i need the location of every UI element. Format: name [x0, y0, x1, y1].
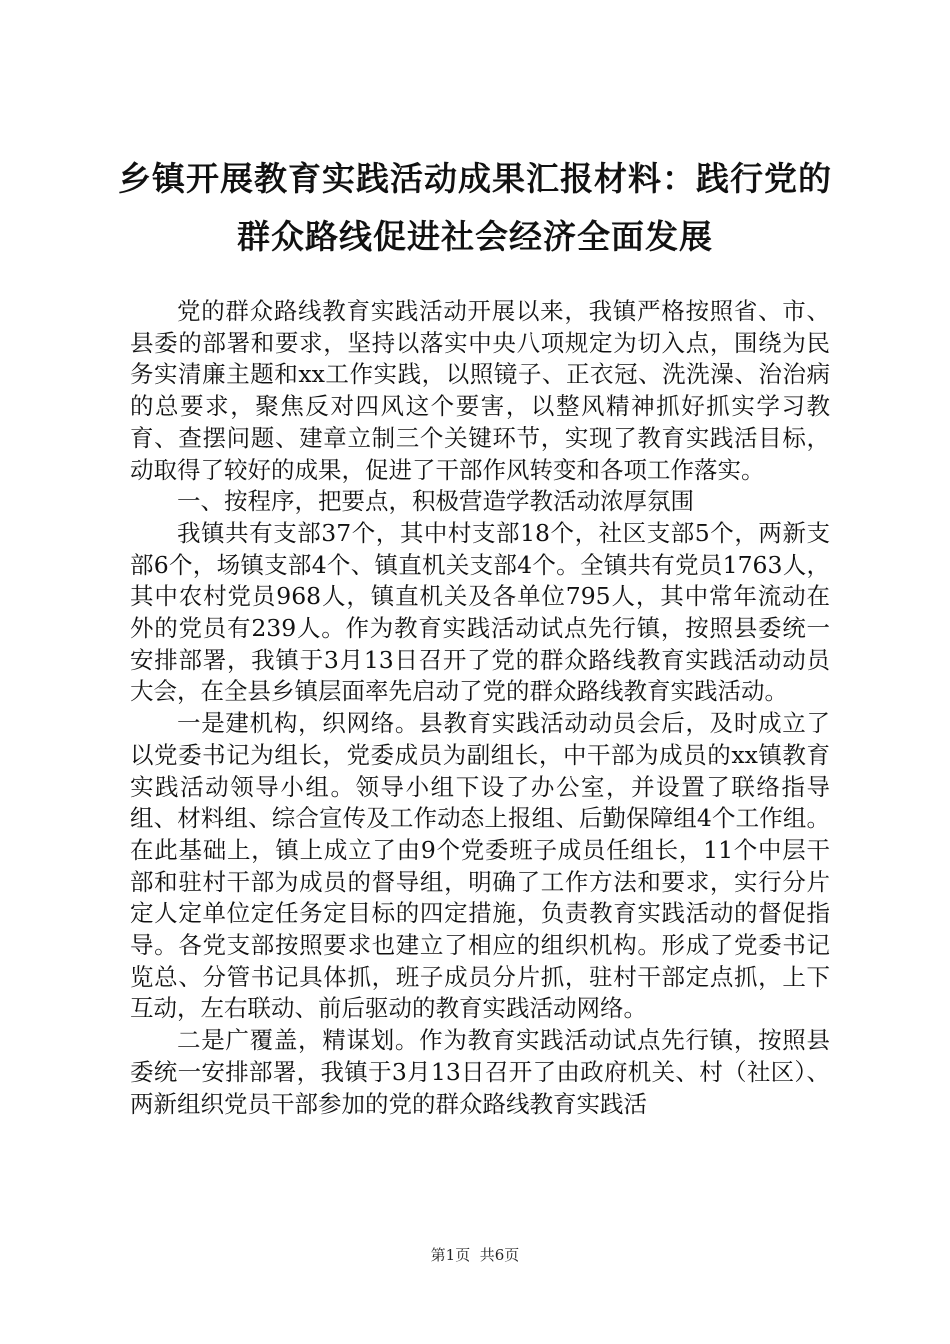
paragraph-organization: 一是建机构，织网络。县教育实践活动动员会后，及时成立了以党委书记为组长，党委成员为副组长，中干部为成员的xx镇教育实践活动领导小组。领导小组下设了办公室，并设置了联络指导组、材料组、综合宣传及工作动态上报组、后勤保障组4个工作组。在此基础上，镇上成立了由9个党委班子成员任组长，11个中层干部和驻村干部为成员的督导组，明确了工作方法和要求，实行分片定人定单位定任务定目标的四定措施，负责教育实践活动的督促指导。各党支部按照要求也建立了相应的组织机构。形成了党委书记览总、分管书记具体抓，班子成员分片抓，驻村干部定点抓，上下互动，左右联动、前后驱动的教育实践活动网络。 [130, 709, 830, 1023]
paragraph-party-branches: 我镇共有支部37个，其中村支部18个，社区支部5个，两新支部6个，场镇支部4个、镇直机关支部4个。全镇共有党员1763人，其中农村党员968人，镇直机关及各单位795人，其中常年流动在外的党员有239人。作为教育实践活动试点先行镇，按照县委统一安排部署，我镇于3月13日召开了党的群众路线教育实践活动动员大会，在全县乡镇层面率先启动了党的群众路线教育实践活动。 [130, 518, 830, 706]
document-body [130, 296, 830, 1120]
page-number: 第1页 [430, 1246, 471, 1264]
paragraph-coverage: 二是广覆盖，精谋划。作为教育实践活动试点先行镇，按照县委统一安排部署，我镇于3月13日召开了由政府机关、村（社区）、两新组织党员干部参加的党的群众路线教育实践活 [130, 1026, 830, 1118]
page-footer [0, 1245, 950, 1265]
page-total: 共6页 [479, 1246, 520, 1264]
document-title: 乡镇开展教育实践活动成果汇报材料：践行党的群众路线促进社会经济全面发展 [118, 159, 832, 256]
section-heading-1: 一、按程序，把要点，积极营造学教活动浓厚氛围 [177, 487, 694, 516]
paragraph-intro: 党的群众路线教育实践活动开展以来，我镇严格按照省、市、县委的部署和要求，坚持以落实中央八项规定为切入点，围绕为民务实清廉主题和xx工作实践，以照镜子、正衣冠、洗洗澡、治治病的总要求，聚焦反对四风这个要害，以整风精神抓好抓实学习教育、查摆问题、建章立制三个关键环节，实现了教育实践活目标，动取得了较好的成果，促进了干部作风转变和各项工作落实。 [130, 297, 830, 484]
